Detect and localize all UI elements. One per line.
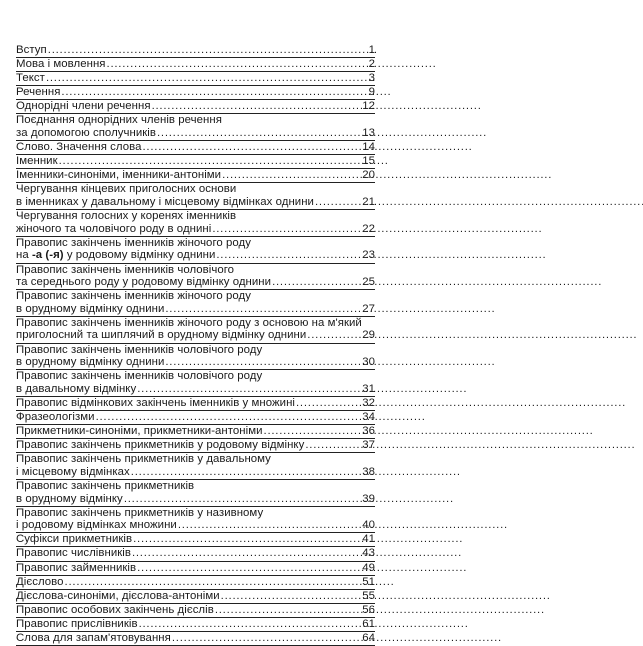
toc-entry-title: Фразеологізми <box>16 411 95 424</box>
dot-leader <box>172 632 361 645</box>
toc-page-number: 36 <box>362 425 375 438</box>
toc-entry-last-line <box>16 411 375 424</box>
toc-entry-title: в іменниках у давальному і місцевому відмінках однини <box>16 196 314 209</box>
toc-page-number: 64 <box>362 632 375 645</box>
toc-entry-last-line <box>16 249 375 262</box>
toc-entry-title: і родовому відмінках множини <box>16 519 177 532</box>
toc-entry-title: Правопис закінчень прикметників у називному <box>16 506 264 519</box>
toc-entry-title: в давальному відмінку <box>16 382 137 395</box>
toc-page-number: 13 <box>362 127 375 140</box>
table-of-contents <box>16 44 375 646</box>
toc-page-number: 51 <box>362 575 375 588</box>
toc-entry <box>16 264 375 291</box>
toc-entry-title: Іменник <box>16 155 58 168</box>
toc-entry <box>16 72 375 86</box>
toc-entry-line <box>16 507 375 520</box>
toc-entry-last-line <box>16 196 375 209</box>
toc-entry <box>16 590 375 604</box>
toc-entry-last-line <box>16 303 375 316</box>
toc-entry-title: Текст <box>16 72 45 85</box>
toc-entry-title: в орудному відмінку однини <box>16 356 165 369</box>
toc-page-number: 14 <box>362 141 375 154</box>
toc-entry-line <box>16 480 375 493</box>
dot-leader <box>61 86 367 99</box>
toc-entry-last-line <box>16 397 375 410</box>
toc-page-number: 22 <box>362 222 375 235</box>
toc-page-number: 9 <box>368 86 375 99</box>
toc-entry-line <box>16 210 375 223</box>
toc-entry-last-line <box>16 590 375 603</box>
toc-entry-title: Слово. Значення слова <box>16 141 142 154</box>
toc-entry-title: Суфікси прикметників <box>16 533 133 546</box>
toc-entry-last-line <box>16 86 375 99</box>
toc-entry-last-line <box>16 141 375 154</box>
toc-entry-line <box>16 264 375 277</box>
dot-leader <box>59 155 362 168</box>
toc-entry <box>16 547 375 561</box>
toc-entry <box>16 411 375 425</box>
toc-entry-last-line <box>16 547 375 560</box>
toc-entry-title: Правопис закінчень прикметників у родовому відмінку <box>16 439 305 452</box>
toc-page-number: 41 <box>362 533 375 546</box>
dot-leader <box>131 466 361 479</box>
toc-entry-title: Правопис закінчень прикметників <box>16 480 195 492</box>
toc-entry <box>16 604 375 618</box>
toc-entry-last-line <box>16 576 375 589</box>
toc-entry-title: Чергування голосних у коренях іменників <box>16 210 237 223</box>
dot-leader <box>48 44 368 57</box>
toc-entry-title: Речення <box>16 86 61 99</box>
dot-leader <box>216 249 361 262</box>
toc-page-number: 32 <box>362 396 375 409</box>
toc-entry-last-line <box>16 383 375 396</box>
toc-entry-last-line <box>16 276 375 289</box>
toc-page-number: 15 <box>362 155 375 168</box>
toc-entry-last-line <box>16 58 375 71</box>
toc-entry <box>16 237 375 264</box>
toc-page-number: 23 <box>362 249 375 262</box>
dot-leader <box>212 223 361 236</box>
toc-entry <box>16 370 375 397</box>
toc-entry-title: Іменники-синоніми, іменники-антоніми <box>16 169 222 182</box>
toc-entry-title: Правопис закінчень іменників жіночого роду <box>16 290 251 303</box>
dot-leader <box>264 425 362 438</box>
toc-entry <box>16 439 375 453</box>
dot-leader <box>272 276 361 289</box>
toc-entry <box>16 618 375 632</box>
toc-entry-title: Правопис закінчень іменників жіночого роду <box>16 236 251 249</box>
toc-page-number: 39 <box>362 492 375 505</box>
toc-entry <box>16 100 375 114</box>
toc-entry-line <box>16 344 375 357</box>
dot-leader <box>222 169 361 182</box>
toc-entry <box>16 507 375 534</box>
toc-entry <box>16 44 375 58</box>
toc-page-number: 34 <box>362 411 375 424</box>
dot-leader <box>137 562 361 575</box>
toc-entry-last-line <box>16 533 375 546</box>
toc-page-number: 29 <box>362 329 375 342</box>
dot-leader <box>165 303 361 316</box>
toc-entry <box>16 533 375 547</box>
toc-entry-last-line <box>16 519 375 532</box>
toc-entry-last-line <box>16 356 375 369</box>
toc-entry-title: в орудному відмінку <box>16 492 123 505</box>
toc-entry-last-line <box>16 127 375 140</box>
toc-entry-title: Правопис відмінкових закінчень іменників у множині <box>16 396 295 409</box>
toc-entry-last-line <box>16 562 375 575</box>
toc-entry-title: Прикметники-синоніми, прикметники-антоніми <box>16 425 263 438</box>
toc-entry-last-line <box>16 439 375 452</box>
dot-leader <box>124 493 361 506</box>
toc-page-number: 27 <box>362 302 375 315</box>
toc-page-number: 31 <box>362 382 375 395</box>
toc-entry-title: Правопис прислівників <box>16 617 138 630</box>
toc-page-number: 12 <box>362 100 375 113</box>
dot-leader <box>152 100 362 113</box>
toc-entry <box>16 210 375 237</box>
toc-entry-last-line <box>16 329 375 342</box>
toc-entry-last-line <box>16 44 375 57</box>
dot-leader <box>96 411 362 424</box>
toc-entry-title: Дієслова-синоніми, дієслова-антоніми <box>16 589 220 602</box>
toc-entry <box>16 453 375 480</box>
toc-entry-last-line <box>16 155 375 168</box>
toc-entry-last-line <box>16 466 375 479</box>
toc-entry-last-line <box>16 493 375 506</box>
toc-entry-title: Слова для запам'ятовування <box>16 632 171 645</box>
toc-entry-title: Правопис закінчень іменників чоловічого роду <box>16 370 263 383</box>
toc-page-number: 25 <box>362 276 375 289</box>
toc-entry <box>16 169 375 183</box>
toc-entry-title: Однорідні члени речення <box>16 100 151 113</box>
dot-leader <box>157 127 361 140</box>
dot-leader <box>142 141 361 154</box>
toc-entry-line <box>16 370 375 383</box>
toc-page-number: 40 <box>362 519 375 532</box>
toc-page-number: 1 <box>368 44 375 56</box>
dot-leader <box>65 576 362 589</box>
toc-entry-line <box>16 317 375 330</box>
dot-leader <box>132 547 361 560</box>
toc-entry-title: Правопис числівників <box>16 547 131 560</box>
toc-entry-last-line <box>16 223 375 236</box>
toc-entry <box>16 183 375 210</box>
toc-entry <box>16 155 375 169</box>
toc-entry-last-line <box>16 618 375 631</box>
toc-entry <box>16 562 375 576</box>
toc-page-number: 30 <box>362 356 375 369</box>
dot-leader <box>165 356 361 369</box>
toc-entry-title: та середнього роду у родовому відмінку однини <box>16 276 272 289</box>
toc-entry-last-line <box>16 72 375 85</box>
dot-leader <box>305 439 361 452</box>
toc-entry-line <box>16 114 375 127</box>
toc-page-number: 2 <box>368 58 375 71</box>
toc-page-number: 43 <box>362 547 375 560</box>
toc-entry-title: Чергування кінцевих приголосних основи <box>16 183 237 196</box>
toc-entry-title: на -а (-я) у родовому відмінку однини <box>16 249 216 262</box>
toc-entry <box>16 576 375 590</box>
toc-page-number: 49 <box>362 561 375 574</box>
toc-entry-last-line <box>16 632 375 645</box>
dot-leader <box>178 519 361 532</box>
toc-entry-title: в орудному відмінку однини <box>16 302 165 315</box>
toc-entry-title: Правопис особових закінчень дієслів <box>16 603 214 616</box>
toc-entry-line <box>16 183 375 196</box>
toc-entry <box>16 58 375 72</box>
toc-entry-title: за допомогою сполучників <box>16 127 156 140</box>
toc-entry <box>16 632 375 646</box>
toc-page-number: 61 <box>362 617 375 630</box>
toc-entry <box>16 344 375 371</box>
toc-entry-title: Вступ <box>16 44 47 56</box>
toc-entry <box>16 141 375 155</box>
dot-leader <box>307 329 361 342</box>
dot-leader <box>139 618 362 631</box>
dot-leader <box>46 72 368 85</box>
dot-leader <box>315 196 361 209</box>
toc-entry <box>16 86 375 100</box>
toc-page-number: 56 <box>362 603 375 616</box>
toc-entry-title: Правопис займенників <box>16 561 137 574</box>
toc-page-number: 20 <box>362 169 375 182</box>
dot-leader <box>107 58 368 71</box>
toc-page-number: 55 <box>362 589 375 602</box>
toc-entry-title: Правопис закінчень прикметників у давальному <box>16 453 271 466</box>
toc-page-number: 37 <box>362 439 375 452</box>
dot-leader <box>221 590 362 603</box>
toc-entry-title: Поєднання однорідних членів речення <box>16 114 222 127</box>
toc-entry-title: приголосний та шиплячий в орудному відмінку однини <box>16 329 307 342</box>
toc-entry <box>16 290 375 317</box>
toc-entry-last-line <box>16 604 375 617</box>
dot-leader <box>133 533 361 546</box>
toc-entry-title: Правопис закінчень іменників чоловічого роду <box>16 343 263 356</box>
toc-entry-line <box>16 453 375 466</box>
toc-page-number: 21 <box>362 196 375 209</box>
toc-entry <box>16 425 375 439</box>
toc-entry-line <box>16 290 375 303</box>
toc-entry-line <box>16 237 375 250</box>
toc-entry-title: і місцевому відмінках <box>16 465 130 478</box>
dot-leader <box>137 383 361 396</box>
toc-entry-title: Дієслово <box>16 575 64 588</box>
toc-entry-title: Правопис закінчень іменників чоловічого <box>16 263 235 276</box>
dot-leader <box>296 397 361 410</box>
toc-entry <box>16 114 375 141</box>
toc-entry <box>16 317 375 344</box>
toc-page-number: 38 <box>362 465 375 478</box>
toc-entry-last-line <box>16 169 375 182</box>
toc-page-number: 3 <box>368 72 375 85</box>
toc-entry-title: жіночого та чоловічого роду в однині <box>16 222 212 235</box>
toc-entry-last-line <box>16 425 375 438</box>
toc-entry <box>16 480 375 507</box>
toc-entry-title: Мова і мовлення <box>16 58 106 71</box>
toc-entry-title: Правопис закінчень іменників жіночого роду з основою на м'який <box>16 316 362 329</box>
dot-leader <box>215 604 361 617</box>
toc-entry <box>16 397 375 411</box>
toc-entry-last-line <box>16 100 375 113</box>
